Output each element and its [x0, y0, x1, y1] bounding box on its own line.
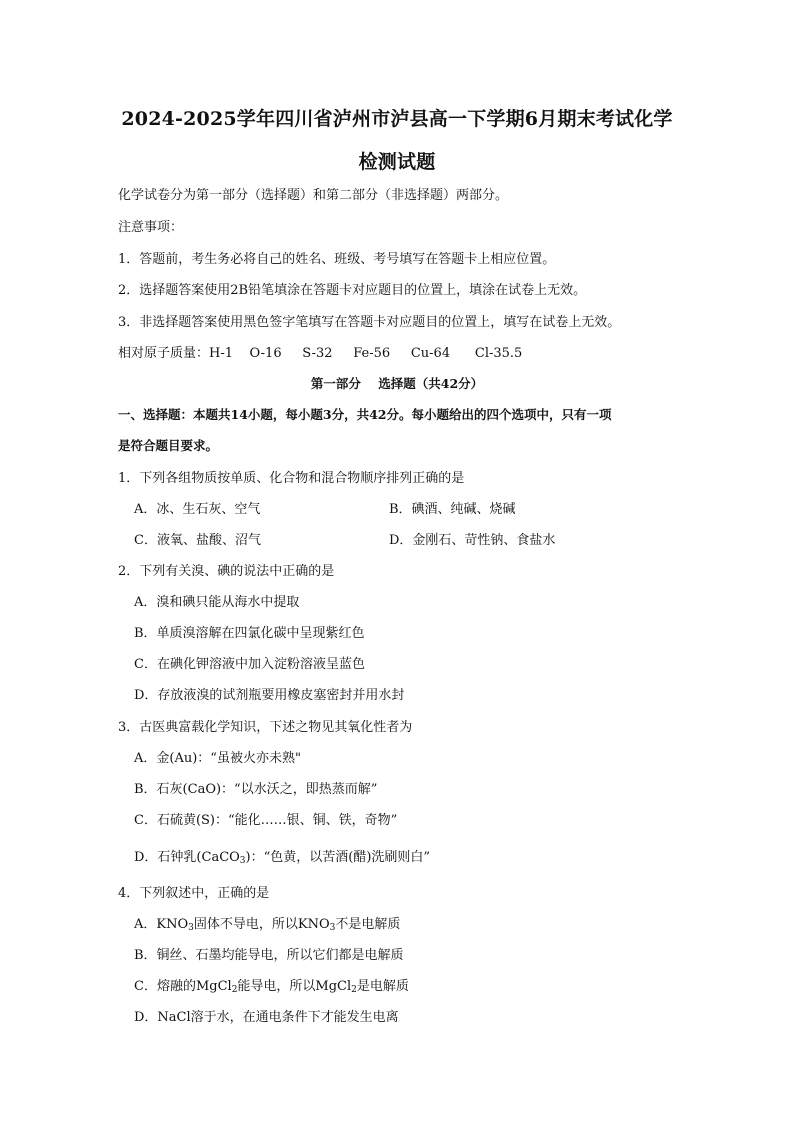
section1-instruction-line2: 是符合题目要求。	[118, 438, 219, 453]
exam-title-line1: 2024-2025学年四川省泸州市泸县高一下学期6月期末考试化学	[121, 108, 673, 130]
q4-option-c-subscript-1: 2	[231, 985, 238, 995]
q1-option-b: B．碘酒、纯碱、烧碱	[389, 502, 516, 517]
q3-option-a: A．金(Au)：“虽被火亦未熟"	[134, 751, 301, 766]
q3-option-d	[134, 846, 430, 866]
q1-option-d: D．金刚石、苛性钠、食盐水	[389, 533, 556, 548]
q2-option-c: C．在碘化钾溶液中加入淀粉溶液呈蓝色	[134, 657, 365, 672]
q4-option-c-subscript-2: 2	[351, 985, 357, 995]
part1-heading: 第一部分 选择题（共42分）	[310, 376, 484, 391]
q1-option-a: A．冰、生石灰、空气	[134, 502, 261, 517]
note-1: 1．答题前，考生务必将自己的姓名、班级、考号填写在答题卡上相应位置。	[118, 252, 556, 267]
q4-option-c-post: 是电解质	[356, 979, 409, 994]
q4-option-a-subscript-2: 3	[329, 923, 336, 933]
q4-option-c	[134, 975, 409, 995]
q4-option-a-subscript-1: 3	[188, 923, 194, 933]
note-2: 2．选择题答案使用2B铅笔填涂在答题卡对应题目的位置上，填涂在试卷上无效。	[118, 283, 587, 298]
q1-option-c: C．液氧、盐酸、沼气	[134, 533, 261, 548]
q4-option-a-post: 不是电解质	[335, 917, 401, 932]
q4-option-b: B．铜丝、石墨均能导电，所以它们都是电解质	[134, 948, 404, 963]
q3-option-c: C．石硫黄(S)：“能化……银、铜、铁，奇物”	[134, 813, 398, 828]
note-3: 3．非选择题答案使用黑色签字笔填写在答题卡对应题目的位置上，填写在试卷上无效。	[118, 315, 621, 330]
q4-stem: 4．下列叙述中，正确的是	[118, 886, 270, 901]
q1-stem: 1．下列各组物质按单质、化合物和混合物顺序排列正确的是	[118, 471, 465, 486]
intro-text: 化学试卷分为第一部分（选择题）和第二部分（非选择题）两部分。	[118, 188, 509, 203]
section1-instruction-line1: 一、选择题：本题共14小题，每小题3分，共42分。每小题给出的四个选项中，只有一项	[118, 407, 612, 422]
atomic-mass-line: 相对原子质量：H-1 O-16 S-32 Fe-56 Cu-64 Cl-35.5	[118, 346, 523, 361]
q3-option-d-post: )：“色黄，以苦酒(醋)洗刷则白”	[245, 850, 431, 865]
q2-stem: 2．下列有关溴、碘的说法中正确的是	[118, 564, 335, 579]
notes-heading: 注意事项：	[118, 220, 184, 235]
q4-option-d: D．NaCl溶于水，在通电条件下才能发生电离	[134, 1010, 399, 1025]
q4-option-a-pre: A．KNO	[134, 917, 189, 932]
q4-option-a-mid: 固体不导电，所以KNO	[193, 917, 330, 932]
q3-option-d-subscript: 3	[239, 856, 246, 866]
q3-option-b: B．石灰(CaO)：“以水沃之，即热蒸而解”	[134, 782, 378, 797]
q4-option-c-mid: 能导电，所以MgCl	[237, 979, 352, 994]
q3-option-d-pre: D．石钟乳(CaCO	[134, 850, 240, 865]
exam-title-line2: 检测试题	[358, 151, 436, 173]
q2-option-a: A．溴和碘只能从海水中提取	[134, 595, 300, 610]
q4-option-c-pre: C．熔融的MgCl	[134, 979, 232, 994]
q3-stem: 3．古医典富载化学知识，下述之物见其氧化性者为	[118, 720, 413, 735]
q2-option-d: D．存放液溴的试剂瓶要用橡皮塞密封并用水封	[134, 688, 405, 703]
q4-option-a	[134, 913, 400, 933]
q2-option-b: B．单质溴溶解在四氯化碳中呈现紫红色	[134, 626, 365, 641]
